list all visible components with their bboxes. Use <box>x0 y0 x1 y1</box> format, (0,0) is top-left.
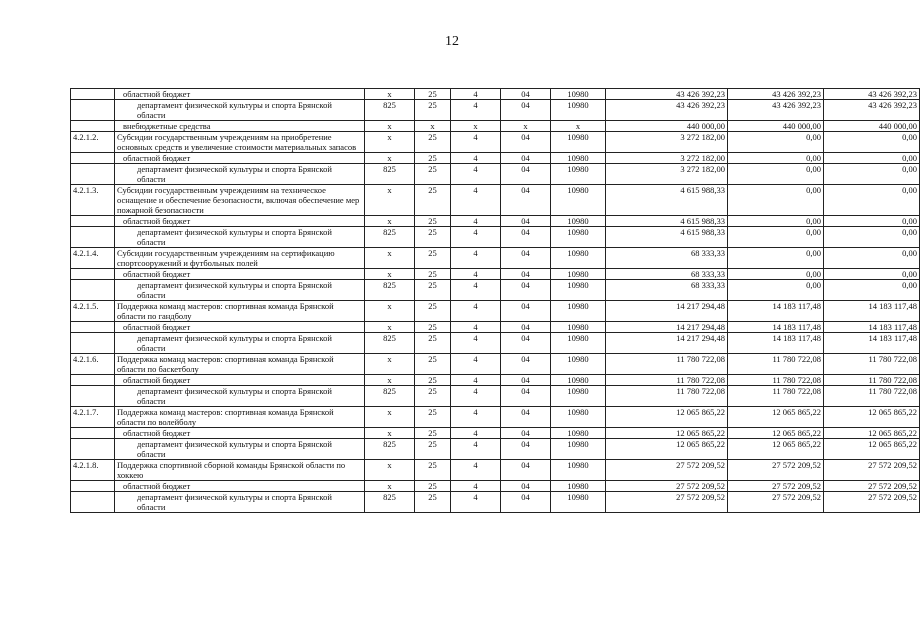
row-number: 4.2.1.7. <box>71 407 115 428</box>
code-main-event: 04 <box>501 407 551 428</box>
amount-year-1: 27 572 209,52 <box>606 460 728 481</box>
row-name: Субсидии государственным учреждениям на приобретение основных средств и увеличение стоимости материальных запасов <box>115 132 365 153</box>
amount-year-3: 14 183 117,48 <box>824 301 920 322</box>
code-main-event: 04 <box>501 333 551 354</box>
amount-year-1: 27 572 209,52 <box>606 481 728 492</box>
amount-year-1: 12 065 865,22 <box>606 428 728 439</box>
row-number: 4.2.1.3. <box>71 185 115 216</box>
code-grbs: х <box>365 153 415 164</box>
table-row <box>71 428 920 439</box>
code-subprogram: 4 <box>451 248 501 269</box>
amount-year-2: 0,00 <box>728 227 824 248</box>
amount-year-2: 0,00 <box>728 216 824 227</box>
amount-year-3: 11 780 722,08 <box>824 354 920 375</box>
code-grbs: х <box>365 322 415 333</box>
row-name: областной бюджет <box>115 322 365 333</box>
code-direction: 10980 <box>551 428 606 439</box>
amount-year-3: 27 572 209,52 <box>824 492 920 513</box>
row-name: Поддержка спортивной сборной команды Брянской области по хоккею <box>115 460 365 481</box>
code-subprogram: 4 <box>451 301 501 322</box>
code-grbs: х <box>365 248 415 269</box>
row-name: областной бюджет <box>115 428 365 439</box>
amount-year-2: 440 000,00 <box>728 121 824 132</box>
amount-year-2: 14 183 117,48 <box>728 333 824 354</box>
table-row <box>71 132 920 153</box>
code-direction: 10980 <box>551 492 606 513</box>
amount-year-3: 14 183 117,48 <box>824 333 920 354</box>
code-main-event: 04 <box>501 386 551 407</box>
amount-year-1: 14 217 294,48 <box>606 322 728 333</box>
row-name: Поддержка команд мастеров: спортивная команда Брянской области по волейболу <box>115 407 365 428</box>
code-grbs: х <box>365 460 415 481</box>
code-main-event: 04 <box>501 89 551 100</box>
code-direction: 10980 <box>551 386 606 407</box>
row-name: департамент физической культуры и спорта Брянской области <box>115 492 365 513</box>
code-grbs: 825 <box>365 333 415 354</box>
amount-year-3: 0,00 <box>824 185 920 216</box>
amount-year-3: 27 572 209,52 <box>824 460 920 481</box>
row-number <box>71 164 115 185</box>
code-direction: 10980 <box>551 301 606 322</box>
row-number: 4.2.1.4. <box>71 248 115 269</box>
row-number <box>71 280 115 301</box>
code-grbs: х <box>365 216 415 227</box>
amount-year-3: 14 183 117,48 <box>824 322 920 333</box>
code-program: 25 <box>415 89 451 100</box>
amount-year-2: 14 183 117,48 <box>728 301 824 322</box>
code-direction: 10980 <box>551 89 606 100</box>
amount-year-2: 43 426 392,23 <box>728 89 824 100</box>
code-grbs: х <box>365 481 415 492</box>
code-program: 25 <box>415 280 451 301</box>
table-row <box>71 216 920 227</box>
code-direction: 10980 <box>551 248 606 269</box>
code-program: 25 <box>415 354 451 375</box>
code-subprogram: 4 <box>451 280 501 301</box>
code-main-event: 04 <box>501 460 551 481</box>
row-number <box>71 333 115 354</box>
row-name: департамент физической культуры и спорта Брянской области <box>115 227 365 248</box>
code-main-event: х <box>501 121 551 132</box>
code-main-event: 04 <box>501 269 551 280</box>
amount-year-1: 12 065 865,22 <box>606 439 728 460</box>
code-subprogram: 4 <box>451 492 501 513</box>
code-program: 25 <box>415 216 451 227</box>
code-grbs: 825 <box>365 227 415 248</box>
amount-year-2: 27 572 209,52 <box>728 492 824 513</box>
code-main-event: 04 <box>501 248 551 269</box>
row-name: департамент физической культуры и спорта Брянской области <box>115 100 365 121</box>
table-row <box>71 354 920 375</box>
amount-year-2: 27 572 209,52 <box>728 460 824 481</box>
amount-year-3: 0,00 <box>824 216 920 227</box>
row-number <box>71 375 115 386</box>
row-number <box>71 89 115 100</box>
code-subprogram: 4 <box>451 407 501 428</box>
code-program: 25 <box>415 322 451 333</box>
code-subprogram: 4 <box>451 164 501 185</box>
code-subprogram: 4 <box>451 460 501 481</box>
amount-year-1: 11 780 722,08 <box>606 386 728 407</box>
amount-year-1: 3 272 182,00 <box>606 153 728 164</box>
code-direction: 10980 <box>551 216 606 227</box>
code-direction: 10980 <box>551 153 606 164</box>
code-grbs: 825 <box>365 492 415 513</box>
table-row <box>71 100 920 121</box>
amount-year-3: 11 780 722,08 <box>824 375 920 386</box>
amount-year-1: 3 272 182,00 <box>606 164 728 185</box>
code-program: 25 <box>415 439 451 460</box>
amount-year-1: 4 615 988,33 <box>606 216 728 227</box>
amount-year-3: 11 780 722,08 <box>824 386 920 407</box>
code-main-event: 04 <box>501 481 551 492</box>
amount-year-2: 0,00 <box>728 248 824 269</box>
code-grbs: 825 <box>365 100 415 121</box>
code-program: 25 <box>415 375 451 386</box>
code-grbs: х <box>365 375 415 386</box>
code-program: 25 <box>415 492 451 513</box>
code-main-event: 04 <box>501 354 551 375</box>
code-grbs: х <box>365 407 415 428</box>
amount-year-2: 0,00 <box>728 280 824 301</box>
row-name: Субсидии государственным учреждениям на техническое оснащение и обеспечение безопасности, включая обеспечение мер пожарной безопасности <box>115 185 365 216</box>
row-number: 4.2.1.2. <box>71 132 115 153</box>
amount-year-2: 0,00 <box>728 185 824 216</box>
amount-year-1: 43 426 392,23 <box>606 89 728 100</box>
amount-year-3: 0,00 <box>824 153 920 164</box>
code-grbs: 825 <box>365 164 415 185</box>
row-name: департамент физической культуры и спорта Брянской области <box>115 280 365 301</box>
table-row <box>71 153 920 164</box>
code-direction: 10980 <box>551 269 606 280</box>
amount-year-2: 0,00 <box>728 132 824 153</box>
code-subprogram: 4 <box>451 132 501 153</box>
amount-year-1: 14 217 294,48 <box>606 301 728 322</box>
code-main-event: 04 <box>501 439 551 460</box>
code-program: 25 <box>415 428 451 439</box>
row-number <box>71 428 115 439</box>
amount-year-2: 43 426 392,23 <box>728 100 824 121</box>
code-subprogram: 4 <box>451 269 501 280</box>
code-subprogram: 4 <box>451 439 501 460</box>
code-main-event: 04 <box>501 492 551 513</box>
amount-year-3: 0,00 <box>824 227 920 248</box>
amount-year-3: 0,00 <box>824 280 920 301</box>
code-program: 25 <box>415 407 451 428</box>
code-grbs: х <box>365 354 415 375</box>
amount-year-1: 3 272 182,00 <box>606 132 728 153</box>
code-subprogram: х <box>451 121 501 132</box>
code-direction: 10980 <box>551 481 606 492</box>
code-main-event: 04 <box>501 100 551 121</box>
row-name: департамент физической культуры и спорта Брянской области <box>115 386 365 407</box>
table-row <box>71 227 920 248</box>
row-number: 4.2.1.6. <box>71 354 115 375</box>
code-direction: 10980 <box>551 164 606 185</box>
amount-year-1: 11 780 722,08 <box>606 354 728 375</box>
code-direction: 10980 <box>551 439 606 460</box>
code-subprogram: 4 <box>451 375 501 386</box>
amount-year-1: 27 572 209,52 <box>606 492 728 513</box>
row-number <box>71 121 115 132</box>
amount-year-2: 0,00 <box>728 153 824 164</box>
code-direction: 10980 <box>551 100 606 121</box>
code-program: 25 <box>415 153 451 164</box>
table-row <box>71 269 920 280</box>
code-direction: 10980 <box>551 132 606 153</box>
code-subprogram: 4 <box>451 428 501 439</box>
code-grbs: х <box>365 185 415 216</box>
code-main-event: 04 <box>501 280 551 301</box>
amount-year-2: 0,00 <box>728 164 824 185</box>
table-row <box>71 439 920 460</box>
amount-year-3: 12 065 865,22 <box>824 407 920 428</box>
row-name: департамент физической культуры и спорта Брянской области <box>115 333 365 354</box>
code-direction: 10980 <box>551 227 606 248</box>
code-grbs: х <box>365 428 415 439</box>
code-subprogram: 4 <box>451 354 501 375</box>
row-name: областной бюджет <box>115 269 365 280</box>
row-name: Субсидии государственным учреждениям на сертификацию спортсооружений и футбольных полей <box>115 248 365 269</box>
code-grbs: х <box>365 121 415 132</box>
page-number: 12 <box>445 34 459 49</box>
amount-year-2: 0,00 <box>728 269 824 280</box>
code-direction: 10980 <box>551 375 606 386</box>
table-row <box>71 333 920 354</box>
amount-year-3: 43 426 392,23 <box>824 100 920 121</box>
amount-year-3: 0,00 <box>824 132 920 153</box>
code-program: 25 <box>415 132 451 153</box>
amount-year-3: 12 065 865,22 <box>824 439 920 460</box>
amount-year-2: 12 065 865,22 <box>728 407 824 428</box>
code-program: 25 <box>415 185 451 216</box>
row-number <box>71 227 115 248</box>
amount-year-3: 12 065 865,22 <box>824 428 920 439</box>
code-main-event: 04 <box>501 428 551 439</box>
row-number <box>71 269 115 280</box>
code-grbs: х <box>365 301 415 322</box>
code-main-event: 04 <box>501 301 551 322</box>
amount-year-2: 11 780 722,08 <box>728 375 824 386</box>
amount-year-3: 43 426 392,23 <box>824 89 920 100</box>
row-number <box>71 386 115 407</box>
amount-year-2: 12 065 865,22 <box>728 428 824 439</box>
row-number: 4.2.1.5. <box>71 301 115 322</box>
code-program: 25 <box>415 227 451 248</box>
row-number <box>71 216 115 227</box>
row-name: Поддержка команд мастеров: спортивная команда Брянской области по баскетболу <box>115 354 365 375</box>
code-main-event: 04 <box>501 322 551 333</box>
code-main-event: 04 <box>501 216 551 227</box>
table-row <box>71 280 920 301</box>
amount-year-2: 27 572 209,52 <box>728 481 824 492</box>
row-number <box>71 439 115 460</box>
table-row <box>71 386 920 407</box>
code-direction: 10980 <box>551 185 606 216</box>
table-row <box>71 248 920 269</box>
row-number: 4.2.1.8. <box>71 460 115 481</box>
row-name: областной бюджет <box>115 216 365 227</box>
row-name: департамент физической культуры и спорта Брянской области <box>115 164 365 185</box>
code-direction: 10980 <box>551 407 606 428</box>
amount-year-2: 12 065 865,22 <box>728 439 824 460</box>
amount-year-1: 68 333,33 <box>606 269 728 280</box>
row-name: Поддержка команд мастеров: спортивная команда Брянской области по гандболу <box>115 301 365 322</box>
code-program: х <box>415 121 451 132</box>
code-grbs: 825 <box>365 386 415 407</box>
row-number <box>71 322 115 333</box>
amount-year-1: 4 615 988,33 <box>606 227 728 248</box>
code-program: 25 <box>415 301 451 322</box>
code-direction: 10980 <box>551 333 606 354</box>
row-name: областной бюджет <box>115 153 365 164</box>
budget-table <box>70 88 920 513</box>
code-program: 25 <box>415 269 451 280</box>
table-row <box>71 407 920 428</box>
budget-table-body <box>71 89 920 513</box>
code-direction: 10980 <box>551 322 606 333</box>
amount-year-1: 68 333,33 <box>606 248 728 269</box>
amount-year-1: 12 065 865,22 <box>606 407 728 428</box>
amount-year-1: 14 217 294,48 <box>606 333 728 354</box>
code-subprogram: 4 <box>451 153 501 164</box>
code-subprogram: 4 <box>451 89 501 100</box>
code-direction: х <box>551 121 606 132</box>
amount-year-3: 0,00 <box>824 164 920 185</box>
code-program: 25 <box>415 386 451 407</box>
amount-year-1: 11 780 722,08 <box>606 375 728 386</box>
amount-year-2: 14 183 117,48 <box>728 322 824 333</box>
code-program: 25 <box>415 164 451 185</box>
code-subprogram: 4 <box>451 216 501 227</box>
row-name: областной бюджет <box>115 89 365 100</box>
code-program: 25 <box>415 248 451 269</box>
code-main-event: 04 <box>501 164 551 185</box>
table-row <box>71 164 920 185</box>
amount-year-3: 0,00 <box>824 248 920 269</box>
row-number <box>71 153 115 164</box>
row-name: департамент физической культуры и спорта Брянской области <box>115 439 365 460</box>
row-name: областной бюджет <box>115 481 365 492</box>
table-row <box>71 185 920 216</box>
code-direction: 10980 <box>551 280 606 301</box>
code-subprogram: 4 <box>451 227 501 248</box>
amount-year-2: 11 780 722,08 <box>728 386 824 407</box>
code-program: 25 <box>415 100 451 121</box>
code-main-event: 04 <box>501 185 551 216</box>
table-row <box>71 460 920 481</box>
code-main-event: 04 <box>501 132 551 153</box>
table-row <box>71 89 920 100</box>
table-row <box>71 375 920 386</box>
code-grbs: х <box>365 132 415 153</box>
code-subprogram: 4 <box>451 322 501 333</box>
amount-year-3: 440 000,00 <box>824 121 920 132</box>
row-number <box>71 100 115 121</box>
code-direction: 10980 <box>551 354 606 375</box>
amount-year-3: 27 572 209,52 <box>824 481 920 492</box>
table-row <box>71 301 920 322</box>
code-main-event: 04 <box>501 153 551 164</box>
code-grbs: 825 <box>365 439 415 460</box>
code-subprogram: 4 <box>451 100 501 121</box>
code-program: 25 <box>415 333 451 354</box>
code-subprogram: 4 <box>451 481 501 492</box>
amount-year-1: 43 426 392,23 <box>606 100 728 121</box>
code-main-event: 04 <box>501 375 551 386</box>
row-number <box>71 481 115 492</box>
code-subprogram: 4 <box>451 185 501 216</box>
code-grbs: 825 <box>365 280 415 301</box>
code-main-event: 04 <box>501 227 551 248</box>
code-program: 25 <box>415 481 451 492</box>
row-number <box>71 492 115 513</box>
table-row <box>71 481 920 492</box>
amount-year-2: 11 780 722,08 <box>728 354 824 375</box>
code-grbs: х <box>365 89 415 100</box>
code-subprogram: 4 <box>451 333 501 354</box>
amount-year-1: 68 333,33 <box>606 280 728 301</box>
code-program: 25 <box>415 460 451 481</box>
code-direction: 10980 <box>551 460 606 481</box>
table-row <box>71 322 920 333</box>
row-name: внебюджетные средства <box>115 121 365 132</box>
code-grbs: х <box>365 269 415 280</box>
row-name: областной бюджет <box>115 375 365 386</box>
code-subprogram: 4 <box>451 386 501 407</box>
amount-year-1: 440 000,00 <box>606 121 728 132</box>
table-row <box>71 492 920 513</box>
amount-year-3: 0,00 <box>824 269 920 280</box>
table-row <box>71 121 920 132</box>
amount-year-1: 4 615 988,33 <box>606 185 728 216</box>
